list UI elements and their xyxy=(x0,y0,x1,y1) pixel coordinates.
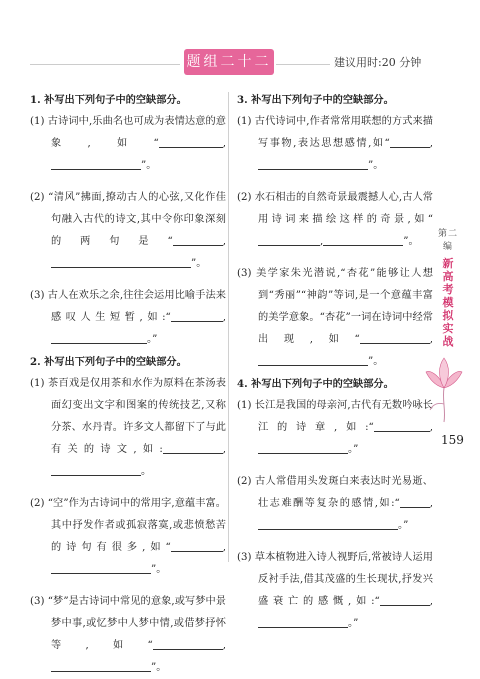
item-text: 美学家朱光潜说,“杏花”能够让人想到“秀丽”“神韵”等词,是一个意蕴丰富的美学意象。“杏花”一词在诗词中经常出现,如“ xyxy=(256,268,433,345)
item-number: (2) xyxy=(237,192,252,203)
item-text: 古诗词中,乐曲名也可成为表情达意的意象,如“ xyxy=(47,116,226,149)
question-3-item-2 xyxy=(237,187,433,253)
answer-blank[interactable] xyxy=(258,441,348,454)
item-number: (3) xyxy=(30,290,45,301)
answer-blank[interactable] xyxy=(258,615,348,628)
item-text: “梦”是古诗词中常见的意象,或写梦中景梦中事,或忆梦中人梦中情,或借梦抒怀等,如“ xyxy=(47,596,226,651)
answer-blank[interactable] xyxy=(51,561,151,574)
item-end: 。” xyxy=(398,520,409,531)
item-number: (3) xyxy=(237,268,252,279)
item-number: (3) xyxy=(30,596,45,607)
item-text: 茶百戏是仅用茶和水作为原料在茶汤表面幻变出文字和图案的传统技艺,又称分茶、水丹青。许多文人都留下了与此有关的诗文,如: xyxy=(47,378,226,455)
question-2-item-2 xyxy=(30,493,226,581)
item-end: ”。 xyxy=(151,564,167,575)
question-1-item-2 xyxy=(30,187,226,275)
section-label: 第二编 xyxy=(438,229,459,252)
item-text: 古人在欢乐之余,往往会运用比喻手法来感叹人生短暂,如:“ xyxy=(47,290,226,323)
answer-blank[interactable] xyxy=(258,157,368,170)
item-end: 。” xyxy=(348,618,359,629)
answer-blank[interactable] xyxy=(51,659,151,672)
answer-blank[interactable] xyxy=(258,517,398,530)
answer-blank[interactable] xyxy=(360,331,430,344)
question-2-heading: 2. 补写出下列句子中的空缺部分。 xyxy=(30,356,187,368)
answer-blank[interactable] xyxy=(390,135,430,148)
blank-separator: , xyxy=(429,596,433,607)
answer-blank[interactable] xyxy=(51,157,141,170)
question-1-item-3 xyxy=(30,285,226,351)
blank-separator: , xyxy=(222,542,226,553)
answer-blank[interactable] xyxy=(51,463,141,476)
item-text: “清风”拂面,撩动古人的心弦,又化作佳句融入古代的诗文,其中令你印象深刻的两句是“ xyxy=(48,192,226,247)
item-end: 。” xyxy=(348,444,359,455)
item-number: (1) xyxy=(237,116,252,127)
item-end: ”。 xyxy=(368,160,384,171)
item-text: 古代诗词中,作者常常用联想的方式来描写事物,表达思想感情,如“ xyxy=(254,116,433,149)
item-number: (1) xyxy=(30,378,45,389)
blank-separator: , xyxy=(429,334,433,345)
page-number: 159 xyxy=(441,433,464,447)
item-text: 草本植物进入诗人视野后,常被诗人运用反衬手法,借其茂盛的生长现状,抒发兴盛衰亡的感慨,如:“ xyxy=(254,552,433,607)
section-side-tag xyxy=(438,226,458,348)
question-4-heading: 4. 补写出下列句子中的空缺部分。 xyxy=(237,378,394,390)
answer-blank[interactable] xyxy=(159,135,223,148)
left-column xyxy=(30,89,226,679)
item-text: 古人常借用头发斑白来表达时光易逝、壮志难酬等复杂的感情,如:“ xyxy=(254,476,433,509)
blank-separator: , xyxy=(222,312,226,323)
item-text: “空”作为古诗词中的常用字,意蕴丰富。其中抒发作者或孤寂落寞,或悲愤愁苦的诗句有很多,如“ xyxy=(47,498,226,553)
item-number: (1) xyxy=(30,116,45,127)
item-end: ”。 xyxy=(141,160,157,171)
item-end: ”。 xyxy=(191,258,207,269)
answer-blank[interactable] xyxy=(171,309,223,322)
item-text: 长江是我国的母亲河,古代有无数吟咏长江的诗章,如:“ xyxy=(254,400,433,433)
blank-separator: , xyxy=(429,422,433,433)
answer-blank[interactable] xyxy=(51,255,191,268)
suggested-time: 建议用时:20 分钟 xyxy=(334,56,422,69)
question-2-item-1 xyxy=(30,373,226,483)
answer-blank[interactable] xyxy=(51,331,147,344)
right-column xyxy=(237,89,433,635)
question-1-heading: 1. 补写出下列句子中的空缺部分。 xyxy=(30,94,187,106)
question-3-item-1 xyxy=(237,111,433,177)
item-number: (2) xyxy=(237,476,252,487)
answer-blank[interactable] xyxy=(171,539,223,552)
item-number: (2) xyxy=(30,192,45,203)
blank-separator: , xyxy=(222,444,226,455)
question-3-heading: 3. 补写出下列句子中的空缺部分。 xyxy=(237,94,394,106)
header-rule-right xyxy=(276,64,330,65)
item-number: (2) xyxy=(30,498,45,509)
answer-blank[interactable] xyxy=(153,637,223,650)
header-rule-left xyxy=(30,64,180,65)
blank-separator: , xyxy=(320,236,324,247)
item-end: 。 xyxy=(141,466,152,477)
item-end: ”。 xyxy=(151,662,167,673)
item-end: ”。 xyxy=(368,356,384,367)
answer-blank[interactable] xyxy=(323,233,403,246)
section-name: 新高考模拟实战 xyxy=(442,257,454,348)
question-4-item-2 xyxy=(237,471,433,537)
question-1-item-1 xyxy=(30,111,226,177)
item-end: 。” xyxy=(147,334,158,345)
answer-blank[interactable] xyxy=(258,353,368,366)
blank-separator: , xyxy=(429,498,433,509)
blank-separator: , xyxy=(429,138,433,149)
answer-blank[interactable] xyxy=(380,593,430,606)
answer-blank[interactable] xyxy=(173,233,223,246)
item-number: (3) xyxy=(237,552,252,563)
question-4-item-3 xyxy=(237,547,433,635)
item-text: 水石相击的自然奇景最震撼人心,古人常用诗词来描绘这样的奇景,如“ xyxy=(254,192,433,225)
column-divider xyxy=(228,92,229,562)
page-title: 题组二十二 xyxy=(184,49,274,75)
blank-separator: , xyxy=(222,138,226,149)
answer-blank[interactable] xyxy=(258,233,320,246)
answer-blank[interactable] xyxy=(374,419,430,432)
answer-blank[interactable] xyxy=(400,495,430,508)
question-4-item-1 xyxy=(237,395,433,461)
item-end: ”。 xyxy=(403,236,419,247)
question-2-item-3 xyxy=(30,591,226,679)
blank-separator: , xyxy=(222,236,226,247)
item-number: (1) xyxy=(237,400,252,411)
answer-blank[interactable] xyxy=(163,441,223,454)
question-3-item-3 xyxy=(237,263,433,373)
lotus-flower-icon xyxy=(424,344,464,424)
blank-separator: , xyxy=(222,640,226,651)
